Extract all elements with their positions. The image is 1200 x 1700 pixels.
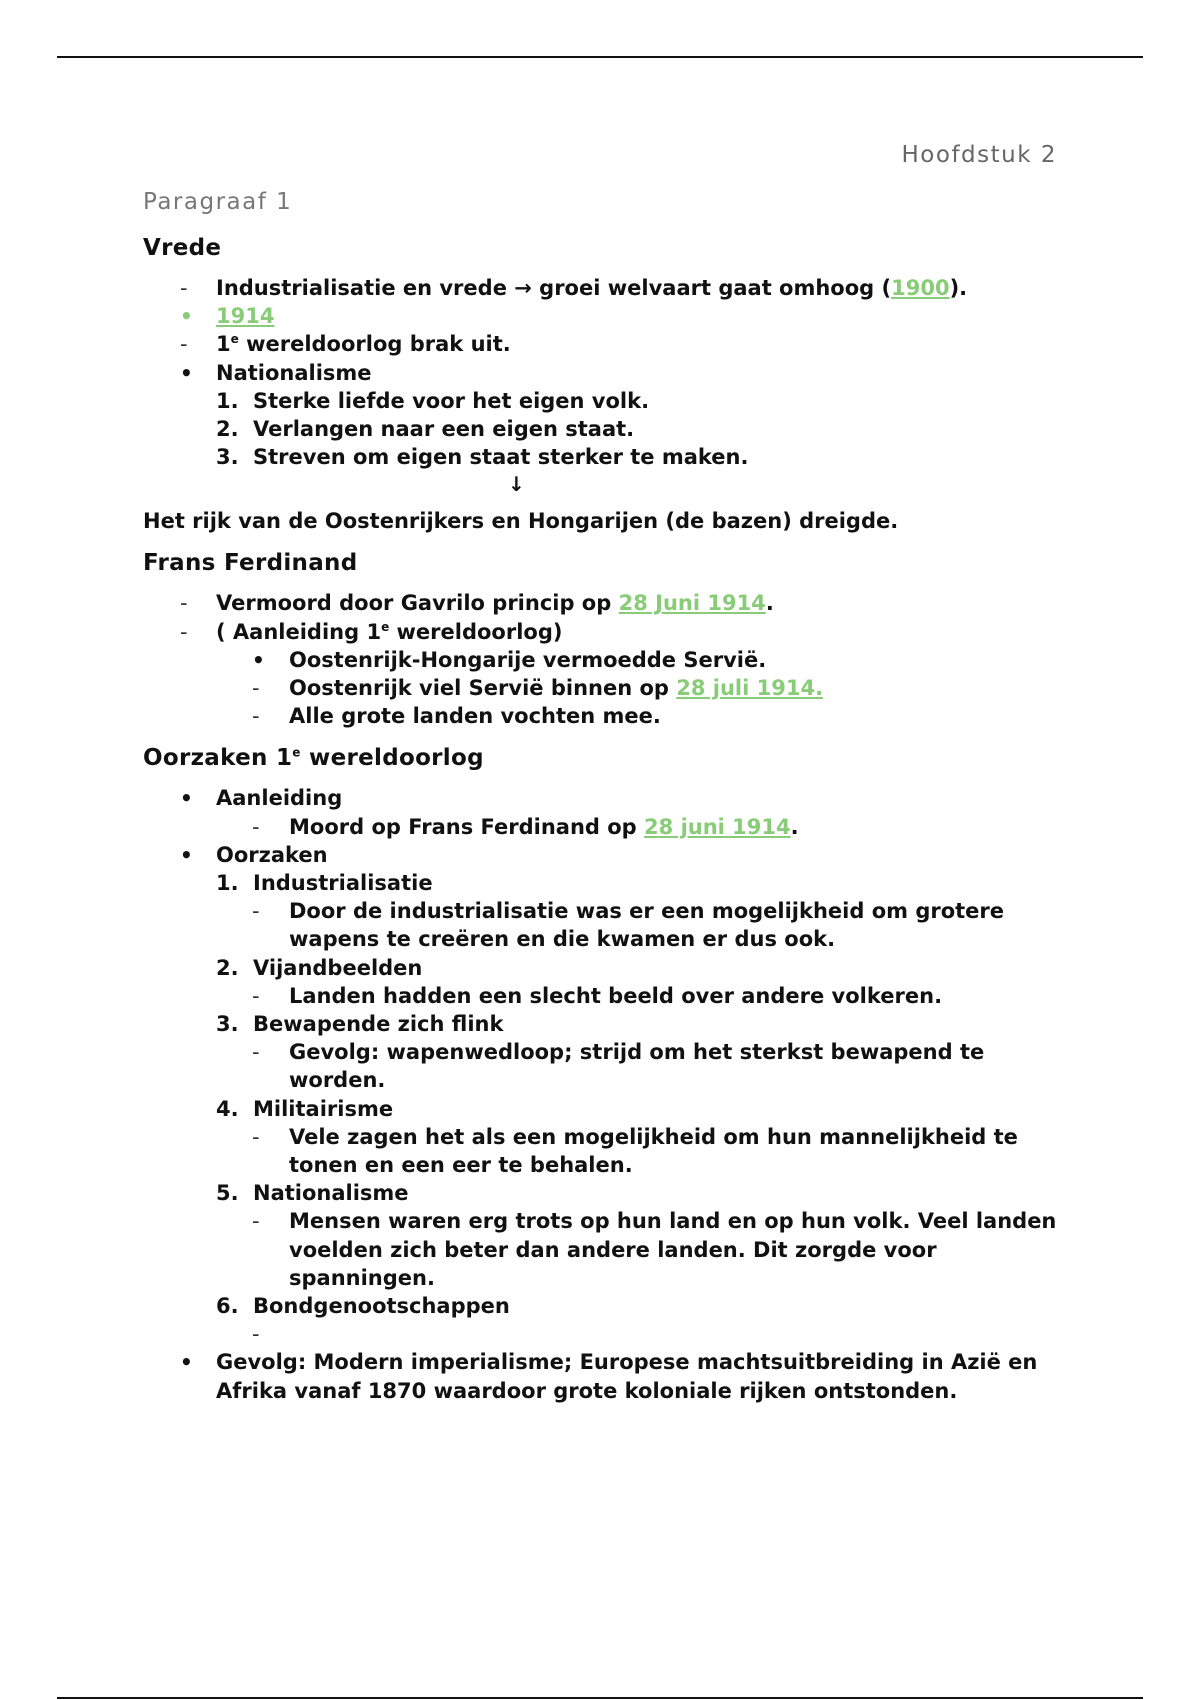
date-link: 28 Juni 1914: [618, 591, 766, 616]
numbered-item: 2. Verlangen naar een eigen staat.: [216, 417, 635, 442]
list-item: - Industrialisatie en vrede → groei welvaart gaat omhoog (1900).: [180, 276, 968, 300]
section-label: Paragraaf 1: [143, 189, 293, 215]
year-link: 1914: [216, 304, 275, 329]
bottom-rule: [57, 1697, 1143, 1699]
list-item: • Gevolg: Modern imperialisme; Europese machtsuitbreiding in Azië en Afrika vanaf 1870 waardoor grote koloniale rijken ontstonden.: [180, 1350, 1038, 1403]
numbered-item: 5. Nationalisme: [216, 1181, 409, 1206]
sub-list-item: - Mensen waren erg trots op hun land en op hun volk. Veel landen voelden zich beter dan andere landen. Dit zorgde voor spanningen.: [252, 1209, 1057, 1290]
sub-list-item: • Oostenrijk-Hongarije vermoedde Servië.: [252, 647, 767, 672]
numbered-item: 4. Militairisme: [216, 1096, 394, 1121]
sub-list-item: - Landen hadden een slecht beeld over andere volkeren.: [252, 983, 943, 1008]
list-item: • Nationalisme: [180, 360, 372, 385]
numbered-item: 3. Bewapende zich flink: [216, 1012, 504, 1037]
date-link: 28 juni 1914: [644, 814, 791, 839]
sub-list-item: - Moord op Frans Ferdinand op 28 juni 1914.: [252, 814, 799, 839]
sub-list-item: - Gevolg: wapenwedloop; strijd om het sterkst bewapend te worden.: [252, 1040, 985, 1093]
numbered-item: 1. Sterke liefde voor het eigen volk.: [216, 388, 650, 413]
sub-list-item: -: [252, 1322, 260, 1347]
top-rule: [57, 56, 1143, 58]
oorzaken-list: [143, 784, 1063, 1404]
list-item: - 1e wereldoorlog brak uit.: [180, 332, 511, 357]
numbered-item: 2. Vijandbeelden: [216, 955, 423, 980]
list-item: - ( Aanleiding 1e wereldoorlog): [180, 619, 563, 644]
ferdinand-list: [143, 589, 1063, 730]
list-item: • Oorzaken: [180, 842, 328, 867]
heading-frans-ferdinand: Frans Ferdinand: [143, 550, 358, 577]
heading-oorzaken: Oorzaken 1e wereldoorlog: [143, 745, 484, 772]
heading-vrede: Vrede: [143, 235, 222, 261]
list-item: - Vermoord door Gavrilo princip op 28 Juni 1914.: [180, 591, 774, 616]
vrede-list: [143, 274, 1063, 497]
sub-list-item: - Door de industrialisatie was er een mogelijkheid om grotere wapens te creëren en die kwamen er dus ook.: [252, 899, 1005, 952]
right-arrow-icon: →: [514, 276, 532, 300]
list-item: • Aanleiding: [180, 786, 343, 811]
list-item: • 1914: [180, 304, 275, 329]
conclusion-text: Het rijk van de Oostenrijkers en Hongarijen (de bazen) dreigde.: [143, 509, 899, 534]
date-link: 28 juli 1914.: [676, 676, 824, 701]
sub-list-item: - Oostenrijk viel Servië binnen op 28 juli 1914.: [252, 676, 824, 701]
document-body: [143, 230, 1063, 1405]
sub-list-item: - Alle grote landen vochten mee.: [252, 704, 661, 729]
sub-list-item: - Vele zagen het als een mogelijkheid om hun mannelijkheid te tonen en een eer te behalen.: [252, 1124, 1018, 1178]
down-arrow-icon: ↓: [508, 472, 525, 497]
chapter-label: Hoofdstuk 2: [901, 142, 1057, 168]
numbered-item: 6. Bondgenootschappen: [216, 1294, 510, 1319]
year-link: 1900: [891, 276, 950, 300]
numbered-item: 3. Streven om eigen staat sterker te maken.: [216, 445, 749, 470]
numbered-item: 1. Industrialisatie: [216, 871, 433, 896]
